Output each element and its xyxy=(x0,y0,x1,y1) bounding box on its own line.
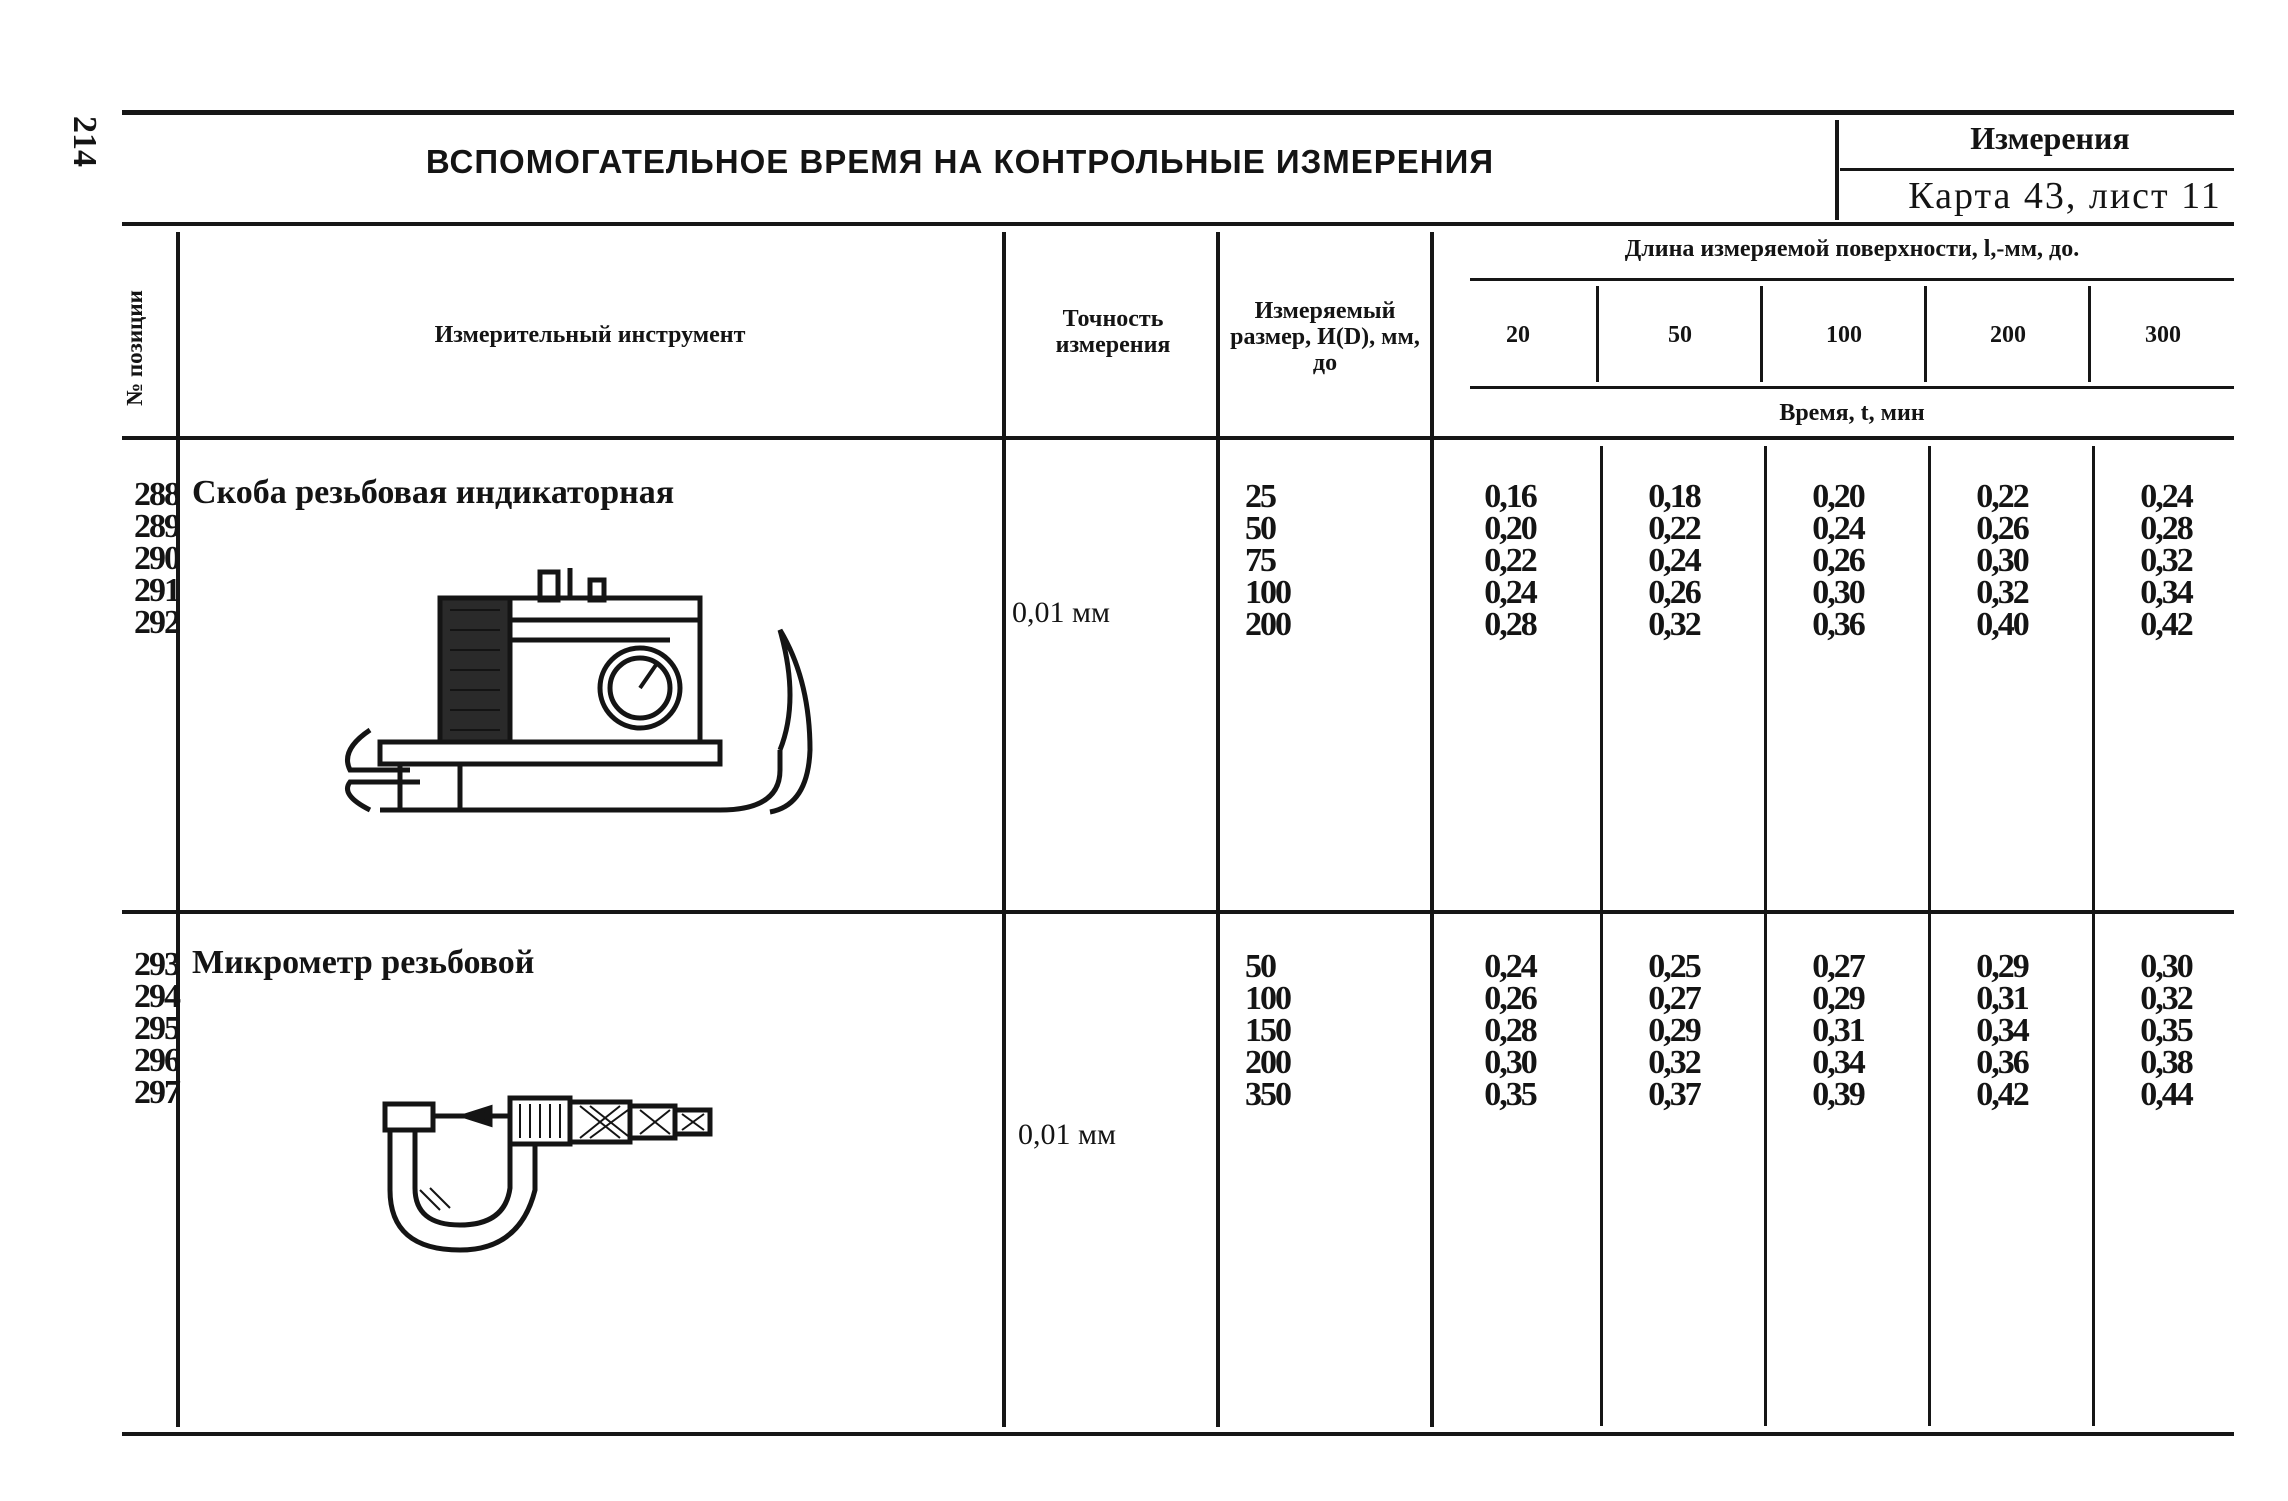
time-value: 0,30 xyxy=(1484,1044,1536,1081)
col-line-size xyxy=(1430,232,1434,1427)
time-value: 0,22 xyxy=(1484,542,1536,579)
time-value: 0,34 xyxy=(2140,574,2192,611)
accuracy-value: 0,01 мм xyxy=(1018,1118,1116,1151)
time-value: 0,31 xyxy=(1812,1012,1864,1049)
time-value: 0,32 xyxy=(2140,542,2192,579)
time-value: 0,18 xyxy=(1648,478,1700,515)
section-label: Измерения xyxy=(1970,120,2130,156)
time-value: 0,28 xyxy=(2140,510,2192,547)
time-value: 0,39 xyxy=(1812,1076,1864,1113)
time-value: 0,26 xyxy=(1484,980,1536,1017)
time-value: 0,36 xyxy=(1976,1044,2028,1081)
size-value: 100 xyxy=(1245,980,1290,1017)
position-number: 296 xyxy=(134,1042,179,1079)
col-line-20-body xyxy=(1600,446,1603,1426)
thread-indicator-gauge-icon xyxy=(340,560,840,840)
position-number: 288 xyxy=(134,476,179,513)
length-header: Длина измеряемой поверхности, l,-мм, до. xyxy=(1624,236,2080,262)
col-line-50 xyxy=(1760,286,1763,382)
time-value: 0,16 xyxy=(1484,478,1536,515)
length-header-rule xyxy=(1470,278,2234,281)
position-number: 297 xyxy=(134,1074,179,1111)
time-value: 0,32 xyxy=(1648,1044,1700,1081)
time-value: 0,25 xyxy=(1648,948,1700,985)
time-value: 0,42 xyxy=(1976,1076,2028,1113)
col-line-100 xyxy=(1924,286,1927,382)
length-col-20: 20 xyxy=(1506,322,1530,348)
time-value: 0,31 xyxy=(1976,980,2028,1017)
time-header-rule xyxy=(1470,386,2234,389)
length-col-200: 200 xyxy=(1990,322,2026,348)
col-line-200 xyxy=(2088,286,2091,382)
length-col-50: 50 xyxy=(1668,322,1692,348)
time-value: 0,24 xyxy=(1648,542,1700,579)
size-value: 350 xyxy=(1245,1076,1290,1113)
time-value: 0,26 xyxy=(1812,542,1864,579)
accuracy-header: Точность измерения xyxy=(1055,306,1171,358)
position-number: 291 xyxy=(134,572,179,609)
time-value: 0,24 xyxy=(1484,574,1536,611)
time-value: 0,27 xyxy=(1648,980,1700,1017)
page-title: ВСПОМОГАТЕЛЬНОЕ ВРЕМЯ НА КОНТРОЛЬНЫЕ ИЗМЕРЕНИЯ xyxy=(425,143,1495,180)
tool-name-micrometer: Микрометр резьбовой xyxy=(192,944,535,981)
time-value: 0,38 xyxy=(2140,1044,2192,1081)
tool-name-indicator-gauge: Скоба резьбовая индикаторная xyxy=(192,474,675,511)
time-value: 0,35 xyxy=(1484,1076,1536,1113)
header-bottom-rule xyxy=(122,436,2234,440)
size-value: 100 xyxy=(1245,574,1290,611)
size-value: 200 xyxy=(1245,1044,1290,1081)
time-value: 0,44 xyxy=(2140,1076,2192,1113)
time-value: 0,35 xyxy=(2140,1012,2192,1049)
time-value: 0,34 xyxy=(1812,1044,1864,1081)
size-value: 25 xyxy=(1245,478,1275,515)
time-value: 0,28 xyxy=(1484,1012,1536,1049)
size-header: Измеряемый размер, И(D), мм, до xyxy=(1230,298,1420,376)
position-number: 293 xyxy=(134,946,179,983)
bottom-rule xyxy=(122,1432,2234,1436)
time-value: 0,42 xyxy=(2140,606,2192,643)
position-number: 295 xyxy=(134,1010,179,1047)
size-value: 50 xyxy=(1245,510,1275,547)
col-line-20 xyxy=(1596,286,1599,382)
top-rule xyxy=(122,110,2234,115)
position-number: 294 xyxy=(134,978,179,1015)
size-value: 150 xyxy=(1245,1012,1290,1049)
time-header: Время, t, мин xyxy=(1779,400,1925,426)
col-line-position xyxy=(176,232,180,1427)
time-value: 0,30 xyxy=(1976,542,2028,579)
length-col-300: 300 xyxy=(2145,322,2181,348)
card-label: Карта 43, лист 11 xyxy=(1908,175,2222,217)
time-value: 0,36 xyxy=(1812,606,1864,643)
time-value: 0,29 xyxy=(1648,1012,1700,1049)
time-value: 0,22 xyxy=(1648,510,1700,547)
col-line-100-body xyxy=(1928,446,1931,1426)
col-line-accuracy xyxy=(1216,232,1220,1427)
accuracy-value: 0,01 мм xyxy=(1012,596,1110,629)
position-number: 290 xyxy=(134,540,179,577)
length-col-100: 100 xyxy=(1826,322,1862,348)
time-value: 0,20 xyxy=(1484,510,1536,547)
section-rule xyxy=(1840,168,2234,171)
time-value: 0,24 xyxy=(1484,948,1536,985)
time-value: 0,26 xyxy=(1976,510,2028,547)
time-value: 0,37 xyxy=(1648,1076,1700,1113)
col-line-200-body xyxy=(2092,446,2095,1426)
time-value: 0,24 xyxy=(2140,478,2192,515)
time-value: 0,30 xyxy=(1812,574,1864,611)
position-number: 289 xyxy=(134,508,179,545)
title-divider xyxy=(1835,120,1839,220)
col-line-50-body xyxy=(1764,446,1767,1426)
time-value: 0,32 xyxy=(1648,606,1700,643)
time-value: 0,30 xyxy=(2140,948,2192,985)
size-value: 200 xyxy=(1245,606,1290,643)
time-value: 0,32 xyxy=(1976,574,2028,611)
time-value: 0,27 xyxy=(1812,948,1864,985)
time-value: 0,28 xyxy=(1484,606,1536,643)
time-value: 0,40 xyxy=(1976,606,2028,643)
time-value: 0,29 xyxy=(1976,948,2028,985)
size-value: 75 xyxy=(1245,542,1275,579)
time-value: 0,34 xyxy=(1976,1012,2028,1049)
time-value: 0,32 xyxy=(2140,980,2192,1017)
title-bottom-rule xyxy=(122,222,2234,226)
time-value: 0,26 xyxy=(1648,574,1700,611)
position-header-label: № позиции xyxy=(122,290,147,406)
group-separator xyxy=(122,910,2234,914)
position-header xyxy=(100,268,170,428)
time-value: 0,22 xyxy=(1976,478,2028,515)
time-value: 0,24 xyxy=(1812,510,1864,547)
position-number: 292 xyxy=(134,604,179,641)
time-value: 0,20 xyxy=(1812,478,1864,515)
page-number: 214 xyxy=(66,116,103,167)
thread-micrometer-icon xyxy=(370,1080,770,1260)
tool-header: Измерительный инструмент xyxy=(434,322,746,348)
size-value: 50 xyxy=(1245,948,1275,985)
time-value: 0,29 xyxy=(1812,980,1864,1017)
col-line-tool xyxy=(1002,232,1006,1427)
